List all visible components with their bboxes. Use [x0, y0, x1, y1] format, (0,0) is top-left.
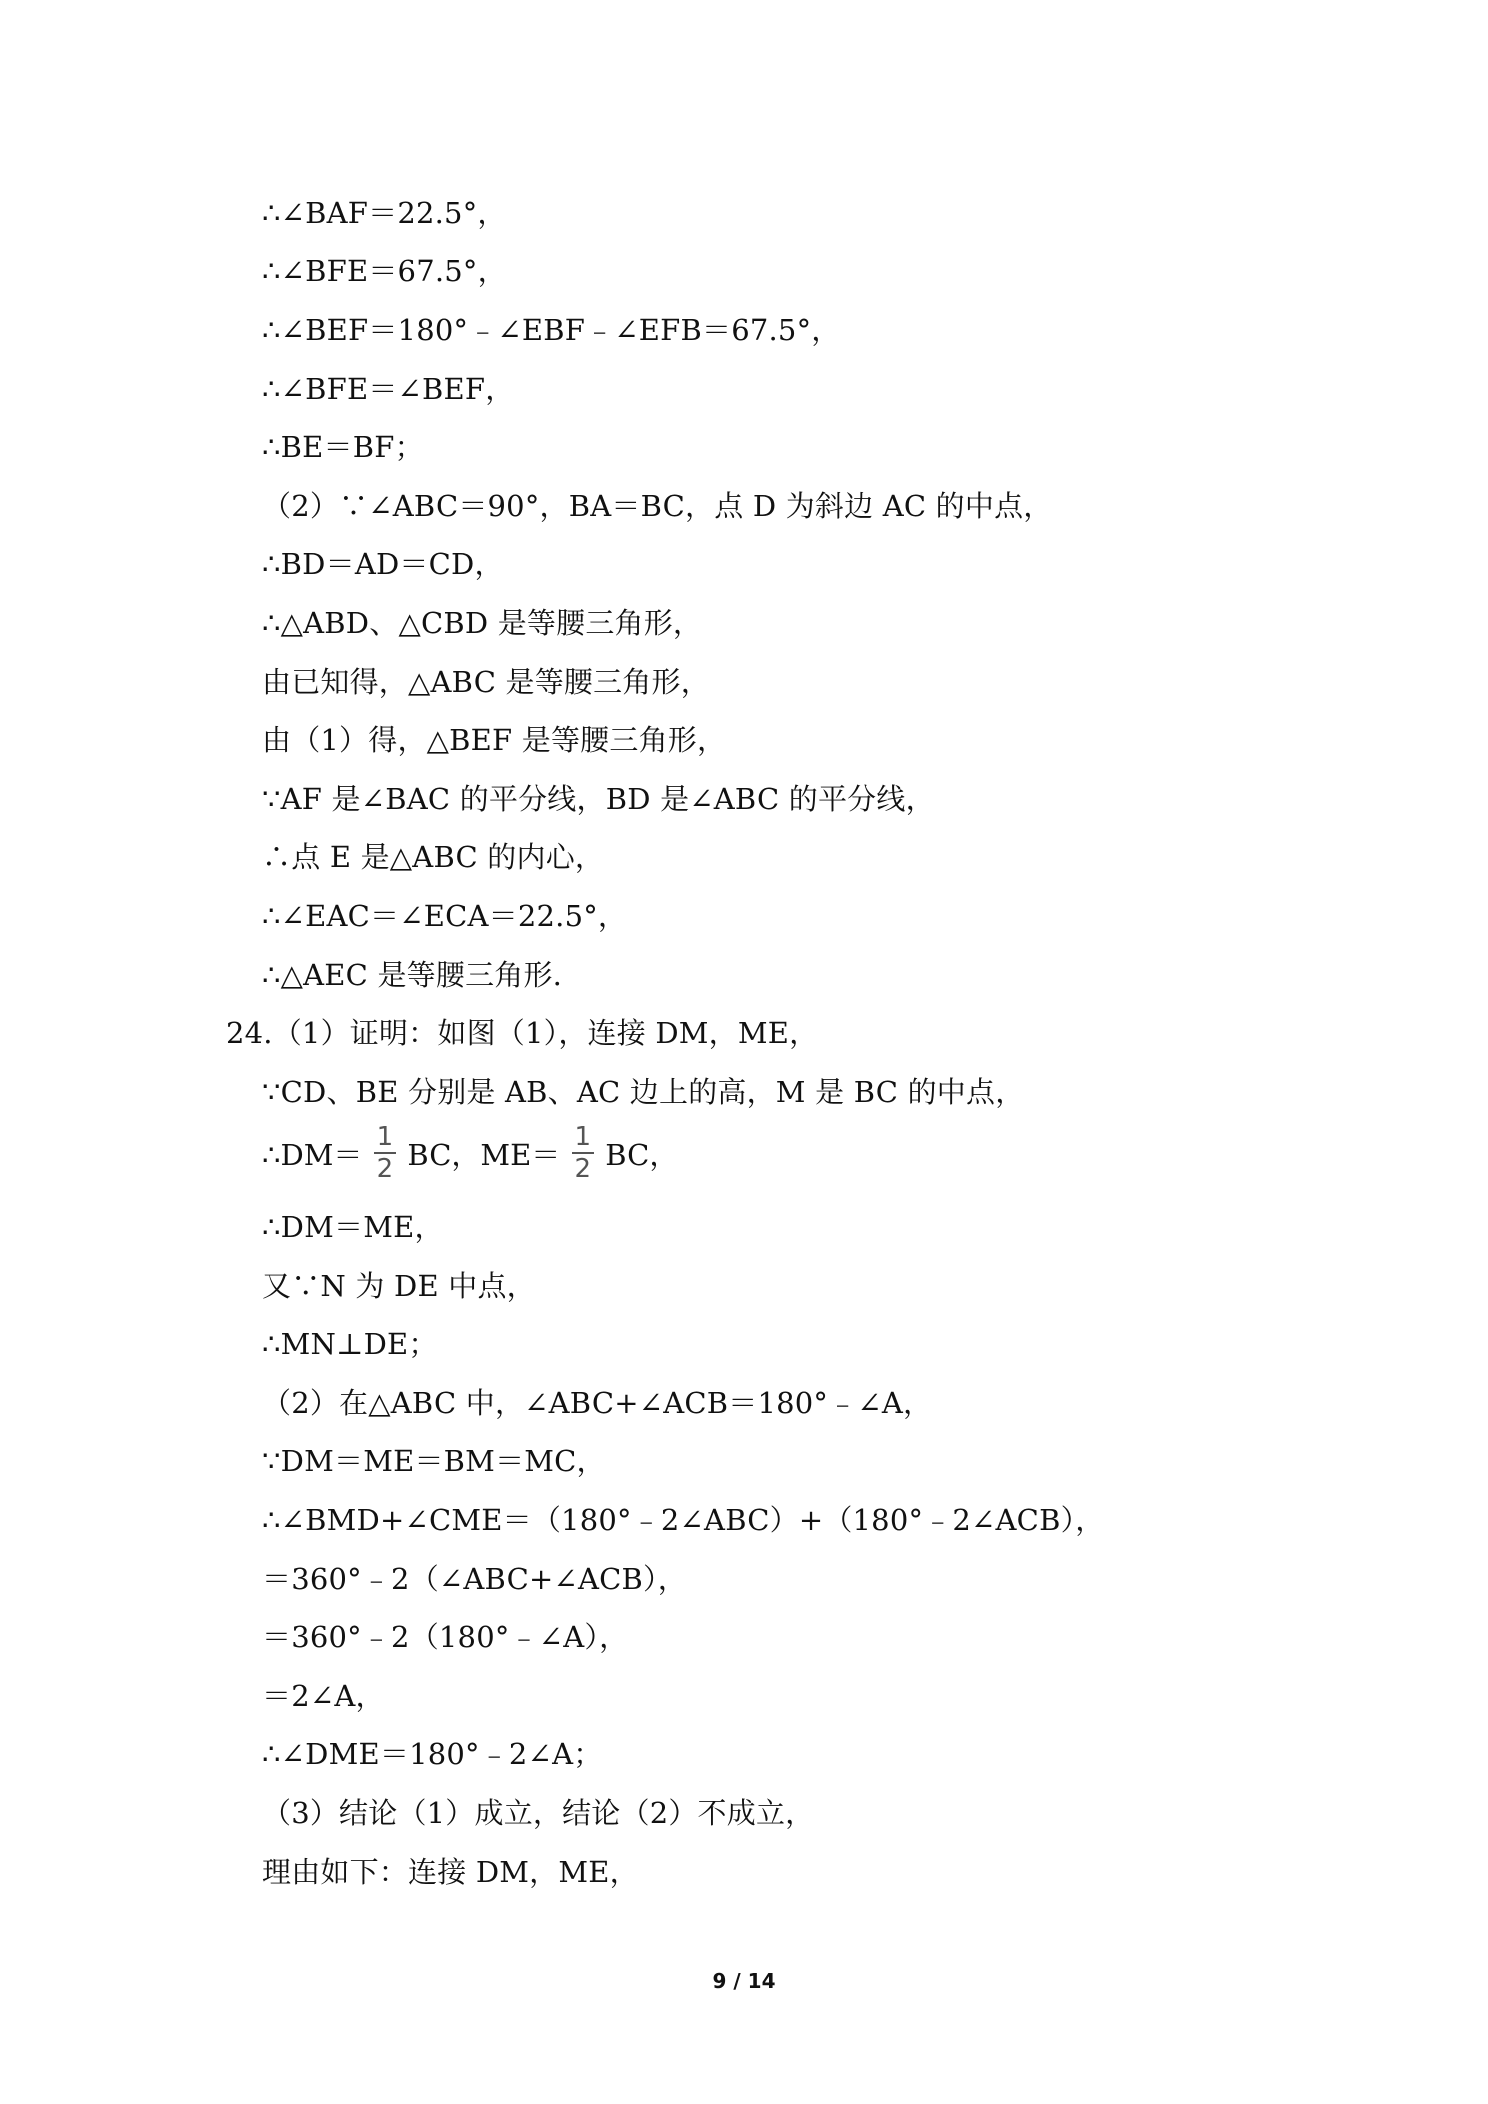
solution-line: （2）在△ABC 中，∠ABC+∠ACB＝180°﹣∠A，: [262, 1386, 933, 1420]
fraction-line: [262, 1122, 678, 1202]
solution-line: （2）∵∠ABC＝90°，BA＝BC，点 D 为斜边 AC 的中点，: [262, 489, 1053, 523]
solution-line: ∵AF 是∠BAC 的平分线，BD 是∠ABC 的平分线，: [262, 782, 935, 816]
solution-line: 由已知得，△ABC 是等腰三角形，: [262, 665, 710, 699]
fraction-numerator: 1: [374, 1122, 397, 1154]
solution-line: ＝360°﹣2（180°﹣∠A），: [262, 1620, 629, 1654]
fraction-one-half: [374, 1122, 397, 1184]
solution-line: ∴DM＝ME，: [262, 1210, 444, 1244]
solution-line: ＝2∠A，: [262, 1679, 385, 1713]
solution-line: 理由如下：连接 DM，ME，: [262, 1855, 639, 1889]
solution-line: ∴∠BAF＝22.5°，: [262, 196, 507, 230]
solution-line: （3）结论（1）成立，结论（2）不成立，: [262, 1796, 815, 1830]
solution-line: ∴∠DME＝180°﹣2∠A；: [262, 1737, 603, 1771]
fraction-numerator: 1: [572, 1122, 595, 1154]
solution-line: ∴∠EAC＝∠ECA＝22.5°，: [262, 899, 628, 933]
question-heading: 24.（1）证明：如图（1），连接 DM，ME，: [226, 1016, 819, 1050]
solution-line: ∴∠BMD+∠CME＝（180°﹣2∠ABC）+（180°﹣2∠ACB），: [262, 1503, 1105, 1537]
fraction-line-text: ∴DM＝: [262, 1137, 363, 1172]
solution-line: ∴∠BFE＝67.5°，: [262, 254, 507, 288]
solution-line: ∴△ABD、△CBD 是等腰三角形，: [262, 606, 703, 640]
fraction-denominator: 2: [574, 1154, 592, 1184]
solution-line: ∴BD＝AD＝CD，: [262, 547, 504, 581]
fraction-line-text: BC，: [605, 1137, 679, 1172]
fraction-line-text: BC，ME＝: [407, 1137, 561, 1172]
solution-line: 又∵N 为 DE 中点，: [262, 1269, 536, 1303]
solution-line: ∴MN⊥DE；: [262, 1327, 438, 1361]
solution-line: 由（1）得，△BEF 是等腰三角形，: [262, 723, 727, 757]
solution-line: ∴点 E 是△ABC 的内心，: [262, 840, 605, 874]
solution-line: ∴∠BEF＝180°﹣∠EBF﹣∠EFB＝67.5°，: [262, 313, 841, 347]
solution-line: ∵DM＝ME＝BM＝MC，: [262, 1444, 606, 1478]
solution-line: ∴BE＝BF；: [262, 430, 424, 464]
solution-line: ∴△AEC 是等腰三角形.: [262, 958, 563, 992]
solution-line: ＝360°﹣2（∠ABC+∠ACB），: [262, 1562, 687, 1596]
page-number: 9 / 14: [712, 1969, 776, 1993]
solution-line: ∵CD、BE 分别是 AB、AC 边上的高，M 是 BC 的中点，: [262, 1075, 1025, 1109]
solution-line: ∴∠BFE＝∠BEF，: [262, 372, 515, 406]
fraction-denominator: 2: [376, 1154, 394, 1184]
fraction-one-half: [572, 1122, 595, 1184]
